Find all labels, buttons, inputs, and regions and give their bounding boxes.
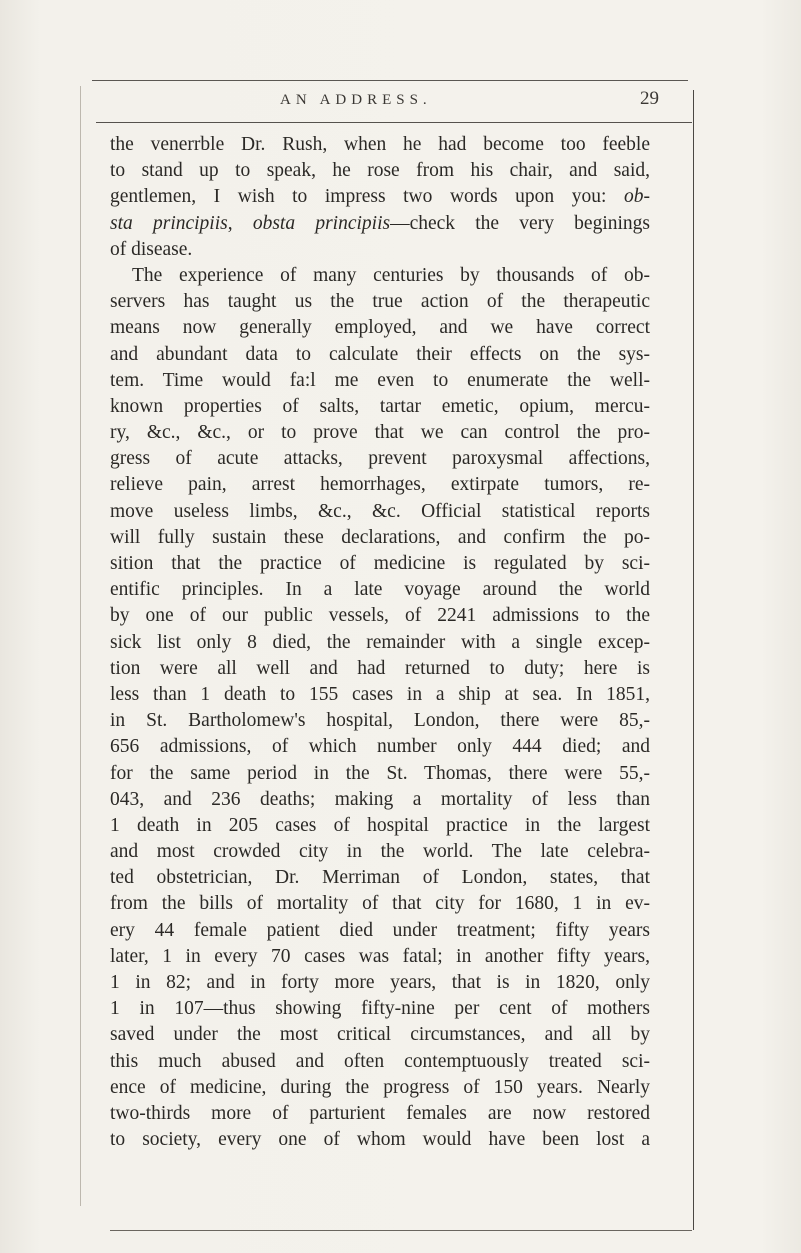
text-run: 1 death in 205 cases of hospital practice in the largest bbox=[110, 814, 650, 836]
text-line bbox=[110, 446, 650, 472]
text-run: means now generally employed, and we have correct bbox=[110, 317, 650, 339]
text-line bbox=[110, 577, 650, 603]
text-run: gentlemen, I wish to impress two words upon you: bbox=[110, 186, 624, 208]
text-run: —check the very beginings bbox=[390, 212, 651, 234]
text-line bbox=[110, 342, 650, 368]
text-line bbox=[110, 734, 650, 760]
text-run: 656 admissions, of which number only 444 died; and bbox=[110, 736, 650, 758]
text-run: ted obstetrician, Dr. Merriman of London, states, that bbox=[110, 867, 650, 889]
text-line bbox=[110, 603, 650, 629]
text-run: ry, &c., &c., or to prove that we can control the pro- bbox=[110, 422, 650, 444]
text-run: and most crowded city in the world. The late celebra- bbox=[110, 841, 650, 863]
text-line bbox=[110, 1022, 650, 1048]
text-run: entific principles. In a late voyage around the world bbox=[110, 579, 650, 601]
text-run: of disease. bbox=[110, 238, 193, 260]
running-head: AN ADDRESS. bbox=[280, 92, 432, 108]
text-line bbox=[110, 918, 650, 944]
text-line bbox=[110, 656, 650, 682]
text-run: ence of medicine, during the progress of 150 years. Nearly bbox=[110, 1076, 650, 1098]
text-run: sition that the practice of medicine is regulated by sci- bbox=[110, 553, 650, 574]
text-line bbox=[110, 263, 650, 289]
text-run: relieve pain, arrest hemorrhages, extirpate tumors, re- bbox=[110, 474, 650, 496]
paragraph bbox=[110, 132, 650, 263]
text-line bbox=[110, 891, 650, 917]
top-rule bbox=[92, 80, 688, 81]
text-line bbox=[110, 472, 650, 498]
text-line bbox=[110, 761, 650, 787]
text-line bbox=[110, 132, 650, 158]
text-line bbox=[110, 1049, 650, 1075]
text-run: this much abused and often contemptuously treated sci- bbox=[110, 1050, 650, 1072]
text-run: known properties of salts, tartar emetic, opium, mercu- bbox=[110, 395, 650, 417]
text-line bbox=[110, 394, 650, 420]
text-line bbox=[110, 1075, 650, 1101]
italic-text: ob- bbox=[624, 186, 650, 208]
text-run: ery 44 female patient died under treatment; fifty years bbox=[110, 919, 650, 941]
text-line bbox=[110, 158, 650, 184]
text-run: by one of our public vessels, of 2241 admissions to the bbox=[110, 605, 650, 627]
text-run: to society, every one of whom would have been lost a bbox=[110, 1129, 650, 1151]
text-run: 043, and 236 deaths; making a mortality of less than bbox=[110, 788, 650, 810]
text-run: tem. Time would fa:l me even to enumerate the well- bbox=[110, 369, 650, 391]
text-line bbox=[110, 499, 650, 525]
text-run: in St. Bartholomew's hospital, London, there were 85,- bbox=[110, 710, 650, 732]
text-run: 1 in 107—thus showing fifty-nine per cent of mothers bbox=[110, 998, 650, 1020]
text-line bbox=[110, 970, 650, 996]
text-run: , bbox=[227, 212, 253, 234]
text-line bbox=[110, 420, 650, 446]
text-line bbox=[110, 630, 650, 656]
text-run: move useless limbs, &c., &c. Official statistical reports bbox=[110, 500, 650, 522]
page-number: 29 bbox=[640, 88, 659, 109]
body-text bbox=[110, 132, 650, 1153]
text-run: two-thirds more of parturient females are now restored bbox=[110, 1102, 650, 1124]
text-line bbox=[110, 839, 650, 865]
text-run: for the same period in the St. Thomas, there were 55,- bbox=[110, 762, 650, 784]
text-line bbox=[110, 551, 650, 577]
text-line bbox=[110, 525, 650, 551]
bottom-rule bbox=[110, 1230, 692, 1231]
text-run: servers has taught us the true action of the therapeutic bbox=[110, 291, 650, 313]
text-line bbox=[110, 1101, 650, 1127]
text-run: sick list only 8 died, the remainder with a single excep- bbox=[110, 631, 650, 653]
text-run: the venerrble Dr. Rush, when he had become too feeble bbox=[110, 134, 650, 155]
text-line bbox=[110, 368, 650, 394]
header-rule bbox=[96, 122, 692, 123]
text-run: to stand up to speak, he rose from his chair, and said, bbox=[110, 160, 650, 182]
text-run: later, 1 in every 70 cases was fatal; in another fifty years, bbox=[110, 945, 650, 967]
text-line bbox=[110, 289, 650, 315]
text-line bbox=[110, 211, 650, 237]
text-line bbox=[110, 944, 650, 970]
text-line bbox=[110, 708, 650, 734]
text-run: tion were all well and had returned to duty; here is bbox=[110, 657, 650, 679]
text-line bbox=[110, 1127, 650, 1153]
text-line bbox=[110, 787, 650, 813]
text-line bbox=[110, 237, 650, 263]
italic-text: sta principiis bbox=[110, 212, 228, 234]
text-line bbox=[110, 315, 650, 341]
text-run: will fully sustain these declarations, and confirm the po- bbox=[110, 526, 650, 548]
text-run: saved under the most critical circumstances, and all by bbox=[110, 1024, 650, 1046]
left-margin-rule bbox=[80, 86, 81, 1206]
text-line bbox=[110, 996, 650, 1022]
text-line bbox=[110, 865, 650, 891]
text-run: less than 1 death to 155 cases in a ship at sea. In 1851, bbox=[110, 683, 650, 705]
text-run: gress of acute attacks, prevent paroxysmal affections, bbox=[110, 448, 650, 470]
text-line bbox=[110, 813, 650, 839]
paragraph bbox=[110, 263, 650, 1153]
text-line bbox=[110, 682, 650, 708]
text-run: The experience of many centuries by thousands of ob- bbox=[132, 264, 650, 286]
text-line bbox=[110, 184, 650, 210]
text-run: from the bills of mortality of that city for 1680, 1 in ev- bbox=[110, 893, 650, 915]
right-margin-rule bbox=[693, 90, 694, 1230]
text-run: 1 in 82; and in forty more years, that is in 1820, only bbox=[110, 972, 650, 993]
italic-text: obsta principiis bbox=[252, 212, 391, 234]
text-run: and abundant data to calculate their effects on the sys- bbox=[110, 343, 650, 365]
